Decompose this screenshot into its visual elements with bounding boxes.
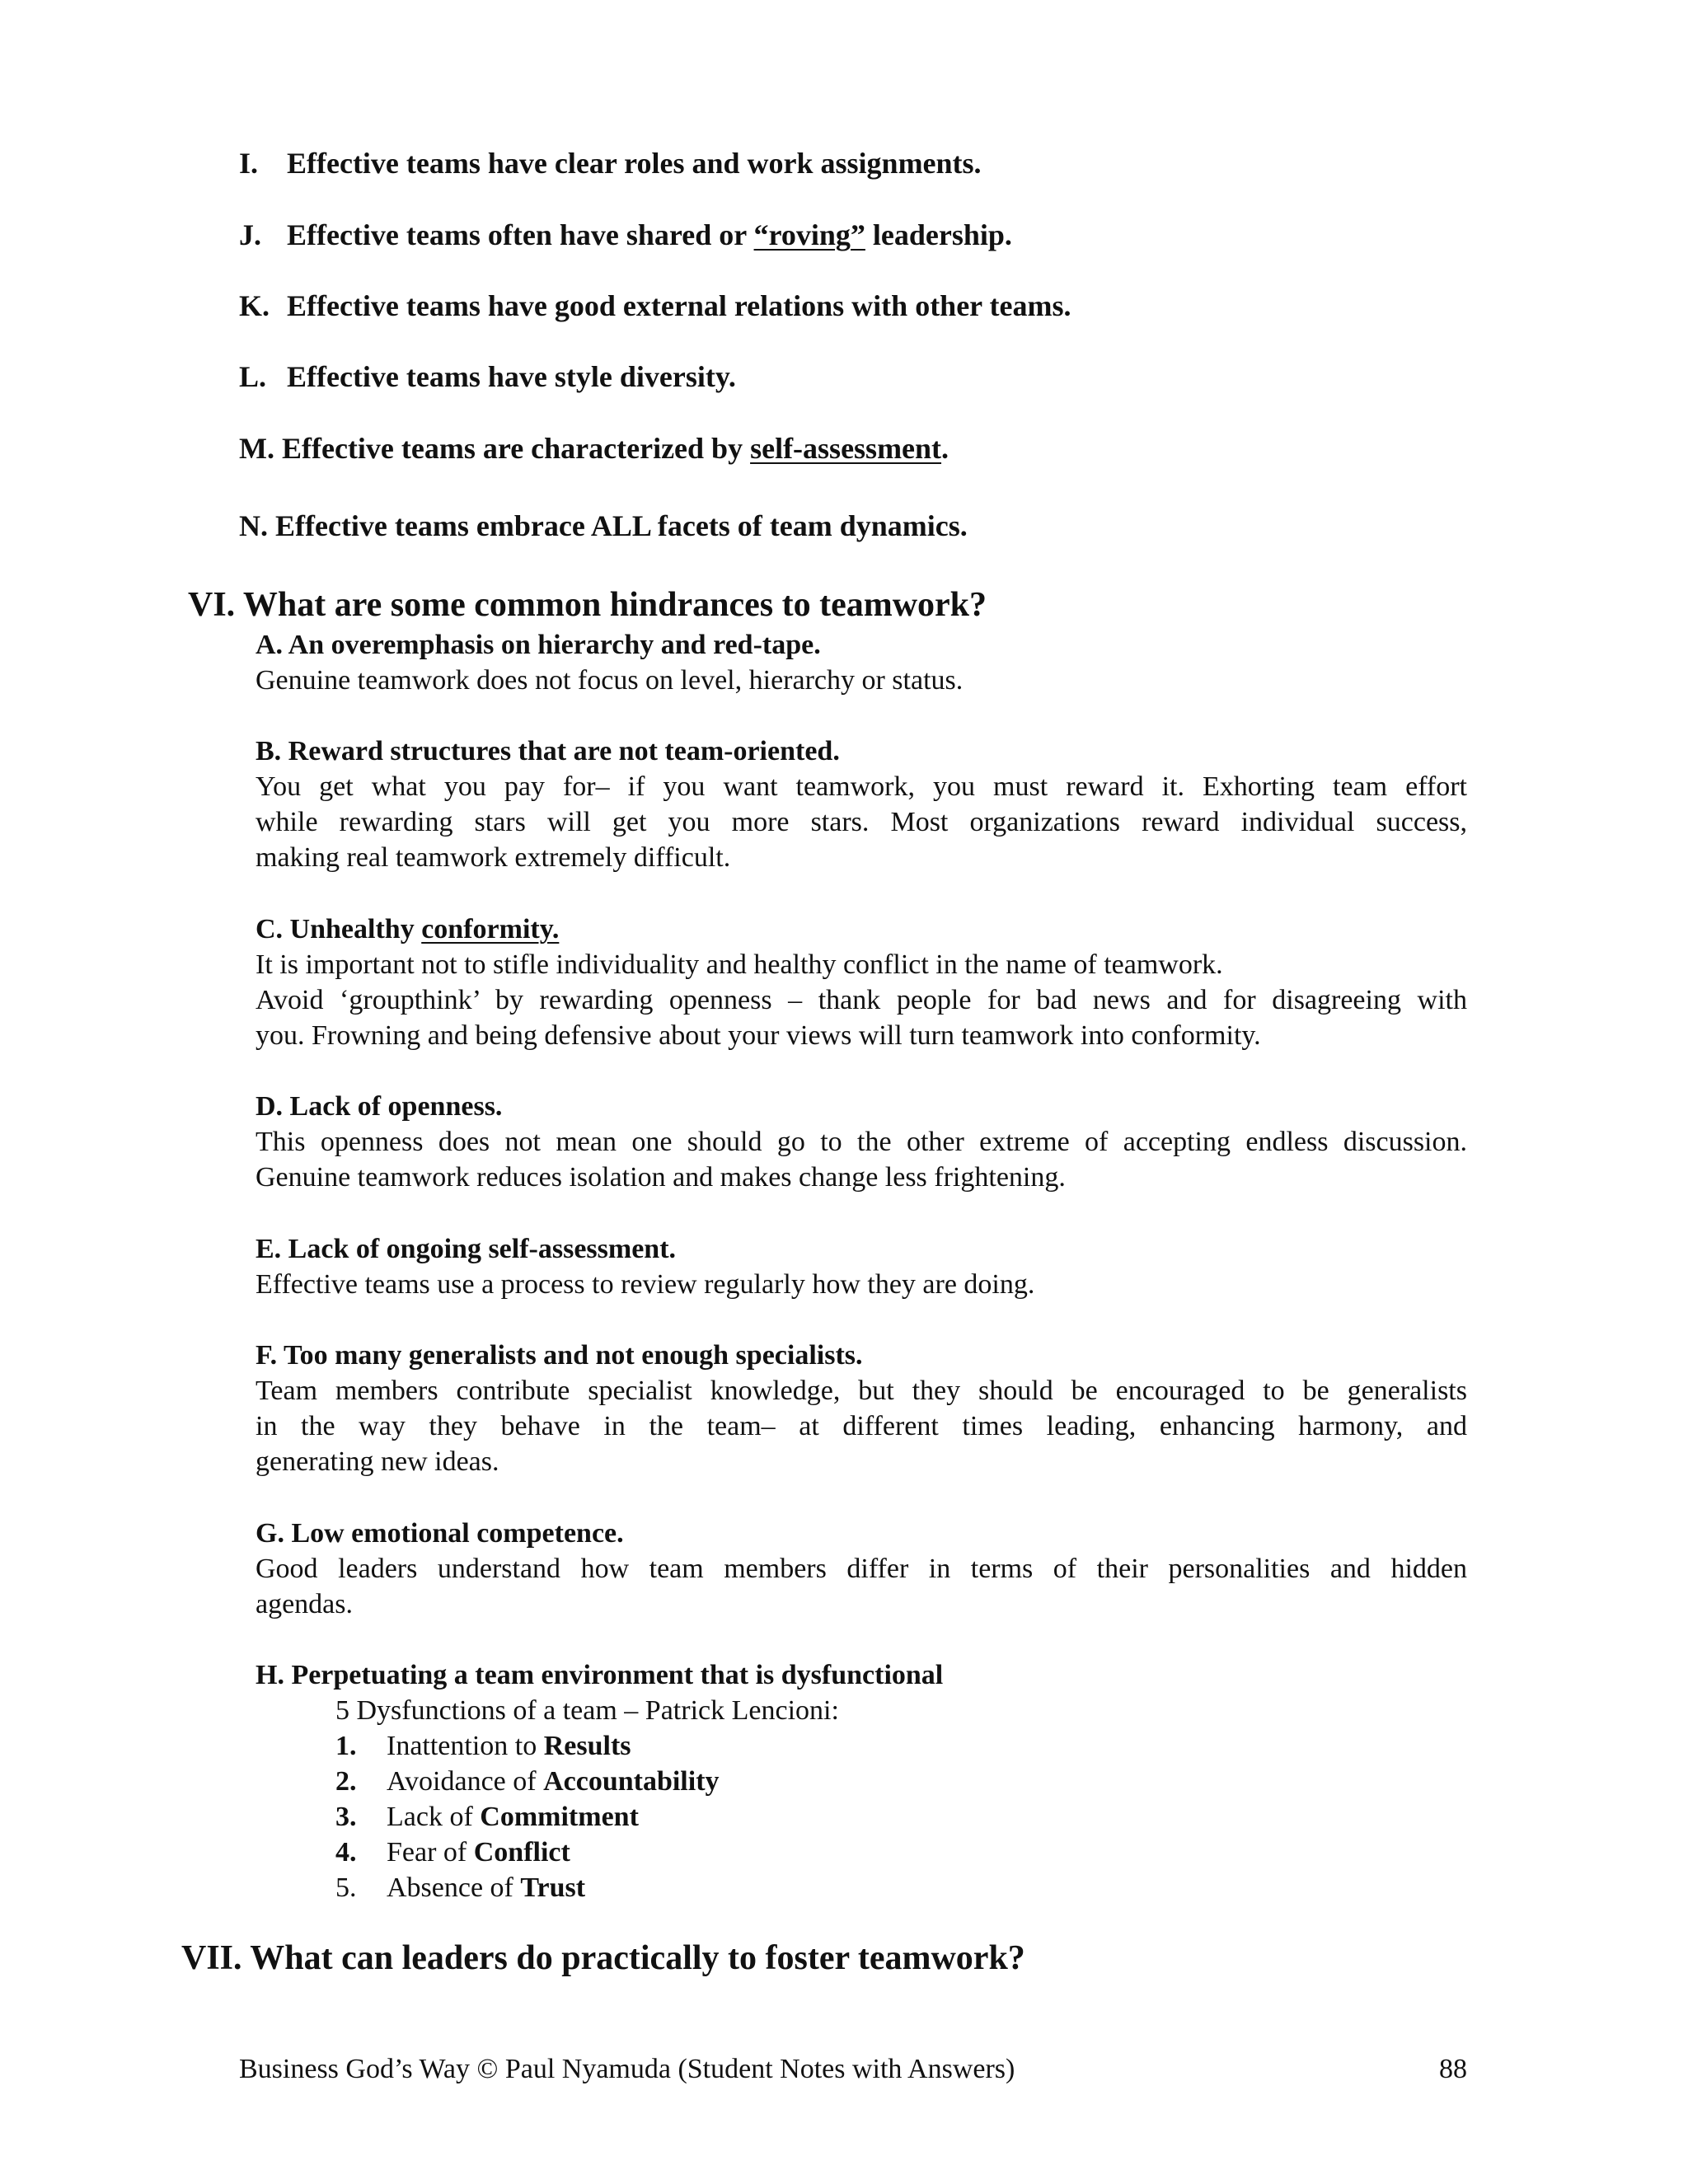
hindrance-c-title: C. Unhealthy conformity. [256, 914, 560, 944]
dysfunctions-intro: 5 Dysfunctions of a team – Patrick Lencioni: [335, 1695, 839, 1726]
dysfunction-list-item: 1. Inattention to Results [335, 1731, 631, 1761]
hindrance-a-title: A. An overemphasis on hierarchy and red-tape. [256, 630, 821, 660]
hindrance-b-text: You get what you pay for– if you want teamwork, you must reward it. Exhorting team effort while rewarding stars will get you more stars. Most organizations reward individual success, making real teamwork extremely difficult. [256, 771, 1467, 873]
footer-text: Business God’s Way © Paul Nyamuda (Student Notes with Answers) [239, 2054, 1015, 2084]
section-vii-heading: VII. What can leaders do practically to foster teamwork? [181, 1939, 1025, 1977]
section-vi-heading: VI. What are some common hindrances to teamwork? [188, 586, 987, 624]
dysfunction-list-item: 4. Fear of Conflict [335, 1837, 570, 1868]
conformity-emphasis: conformity. [421, 914, 560, 944]
hindrance-d-title: D. Lack of openness. [256, 1091, 503, 1122]
hindrance-g-title: G. Low emotional competence. [256, 1518, 624, 1549]
hindrance-b-title: B. Reward structures that are not team-oriented. [256, 736, 840, 766]
dysfunction-list-item: 5. Absence of Trust [335, 1872, 586, 1903]
roving-emphasis: “roving” [753, 218, 865, 251]
hindrance-h-title: H. Perpetuating a team environment that is dysfunctional [256, 1660, 944, 1690]
dysfunction-list-item: 2. Avoidance of Accountability [335, 1766, 720, 1797]
hindrance-f-text: Team members contribute specialist knowledge, but they should be encouraged to be generalists in the way they behave in the team– at different times leading, enhancing harmony, and generating new ideas. [256, 1376, 1467, 1477]
item-i: I. Effective teams have clear roles and work assignments. [239, 147, 982, 180]
hindrance-g-text: Good leaders understand how team members differ in terms of their personalities and hidden agendas. [256, 1554, 1467, 1619]
item-l: L. Effective teams have style diversity. [239, 360, 736, 393]
hindrance-f-title: F. Too many generalists and not enough specialists. [256, 1340, 863, 1371]
hindrance-c-text: It is important not to stifle individuality and healthy conflict in the name of teamwork. Avoid ‘groupthink’ by rewarding openness – thank people for bad news and for disagreeing with you. Frowning and being defensive about your views will turn teamwork into conformity. [256, 949, 1467, 1051]
item-m: M. Effective teams are characterized by self-assessment. [239, 432, 950, 465]
hindrance-d-text: This openness does not mean one should go to the other extreme of accepting endless discussion. Genuine teamwork reduces isolation and makes change less frightening. [256, 1127, 1467, 1193]
item-n: N. Effective teams embrace ALL facets of team dynamics. [239, 509, 968, 542]
hindrance-a-text: Genuine teamwork does not focus on level, hierarchy or status. [256, 665, 964, 696]
hindrance-e-title: E. Lack of ongoing self-assessment. [256, 1234, 677, 1264]
hindrance-e-text: Effective teams use a process to review regularly how they are doing. [256, 1269, 1035, 1300]
item-k: K. Effective teams have good external relations with other teams. [239, 289, 1071, 322]
dysfunction-list-item: 3. Lack of Commitment [335, 1802, 639, 1832]
item-j: J. Effective teams often have shared or “roving” leadership. [239, 218, 1012, 251]
page-number: 88 [1439, 2054, 1467, 2084]
self-assessment-emphasis: self-assessment [750, 432, 942, 465]
